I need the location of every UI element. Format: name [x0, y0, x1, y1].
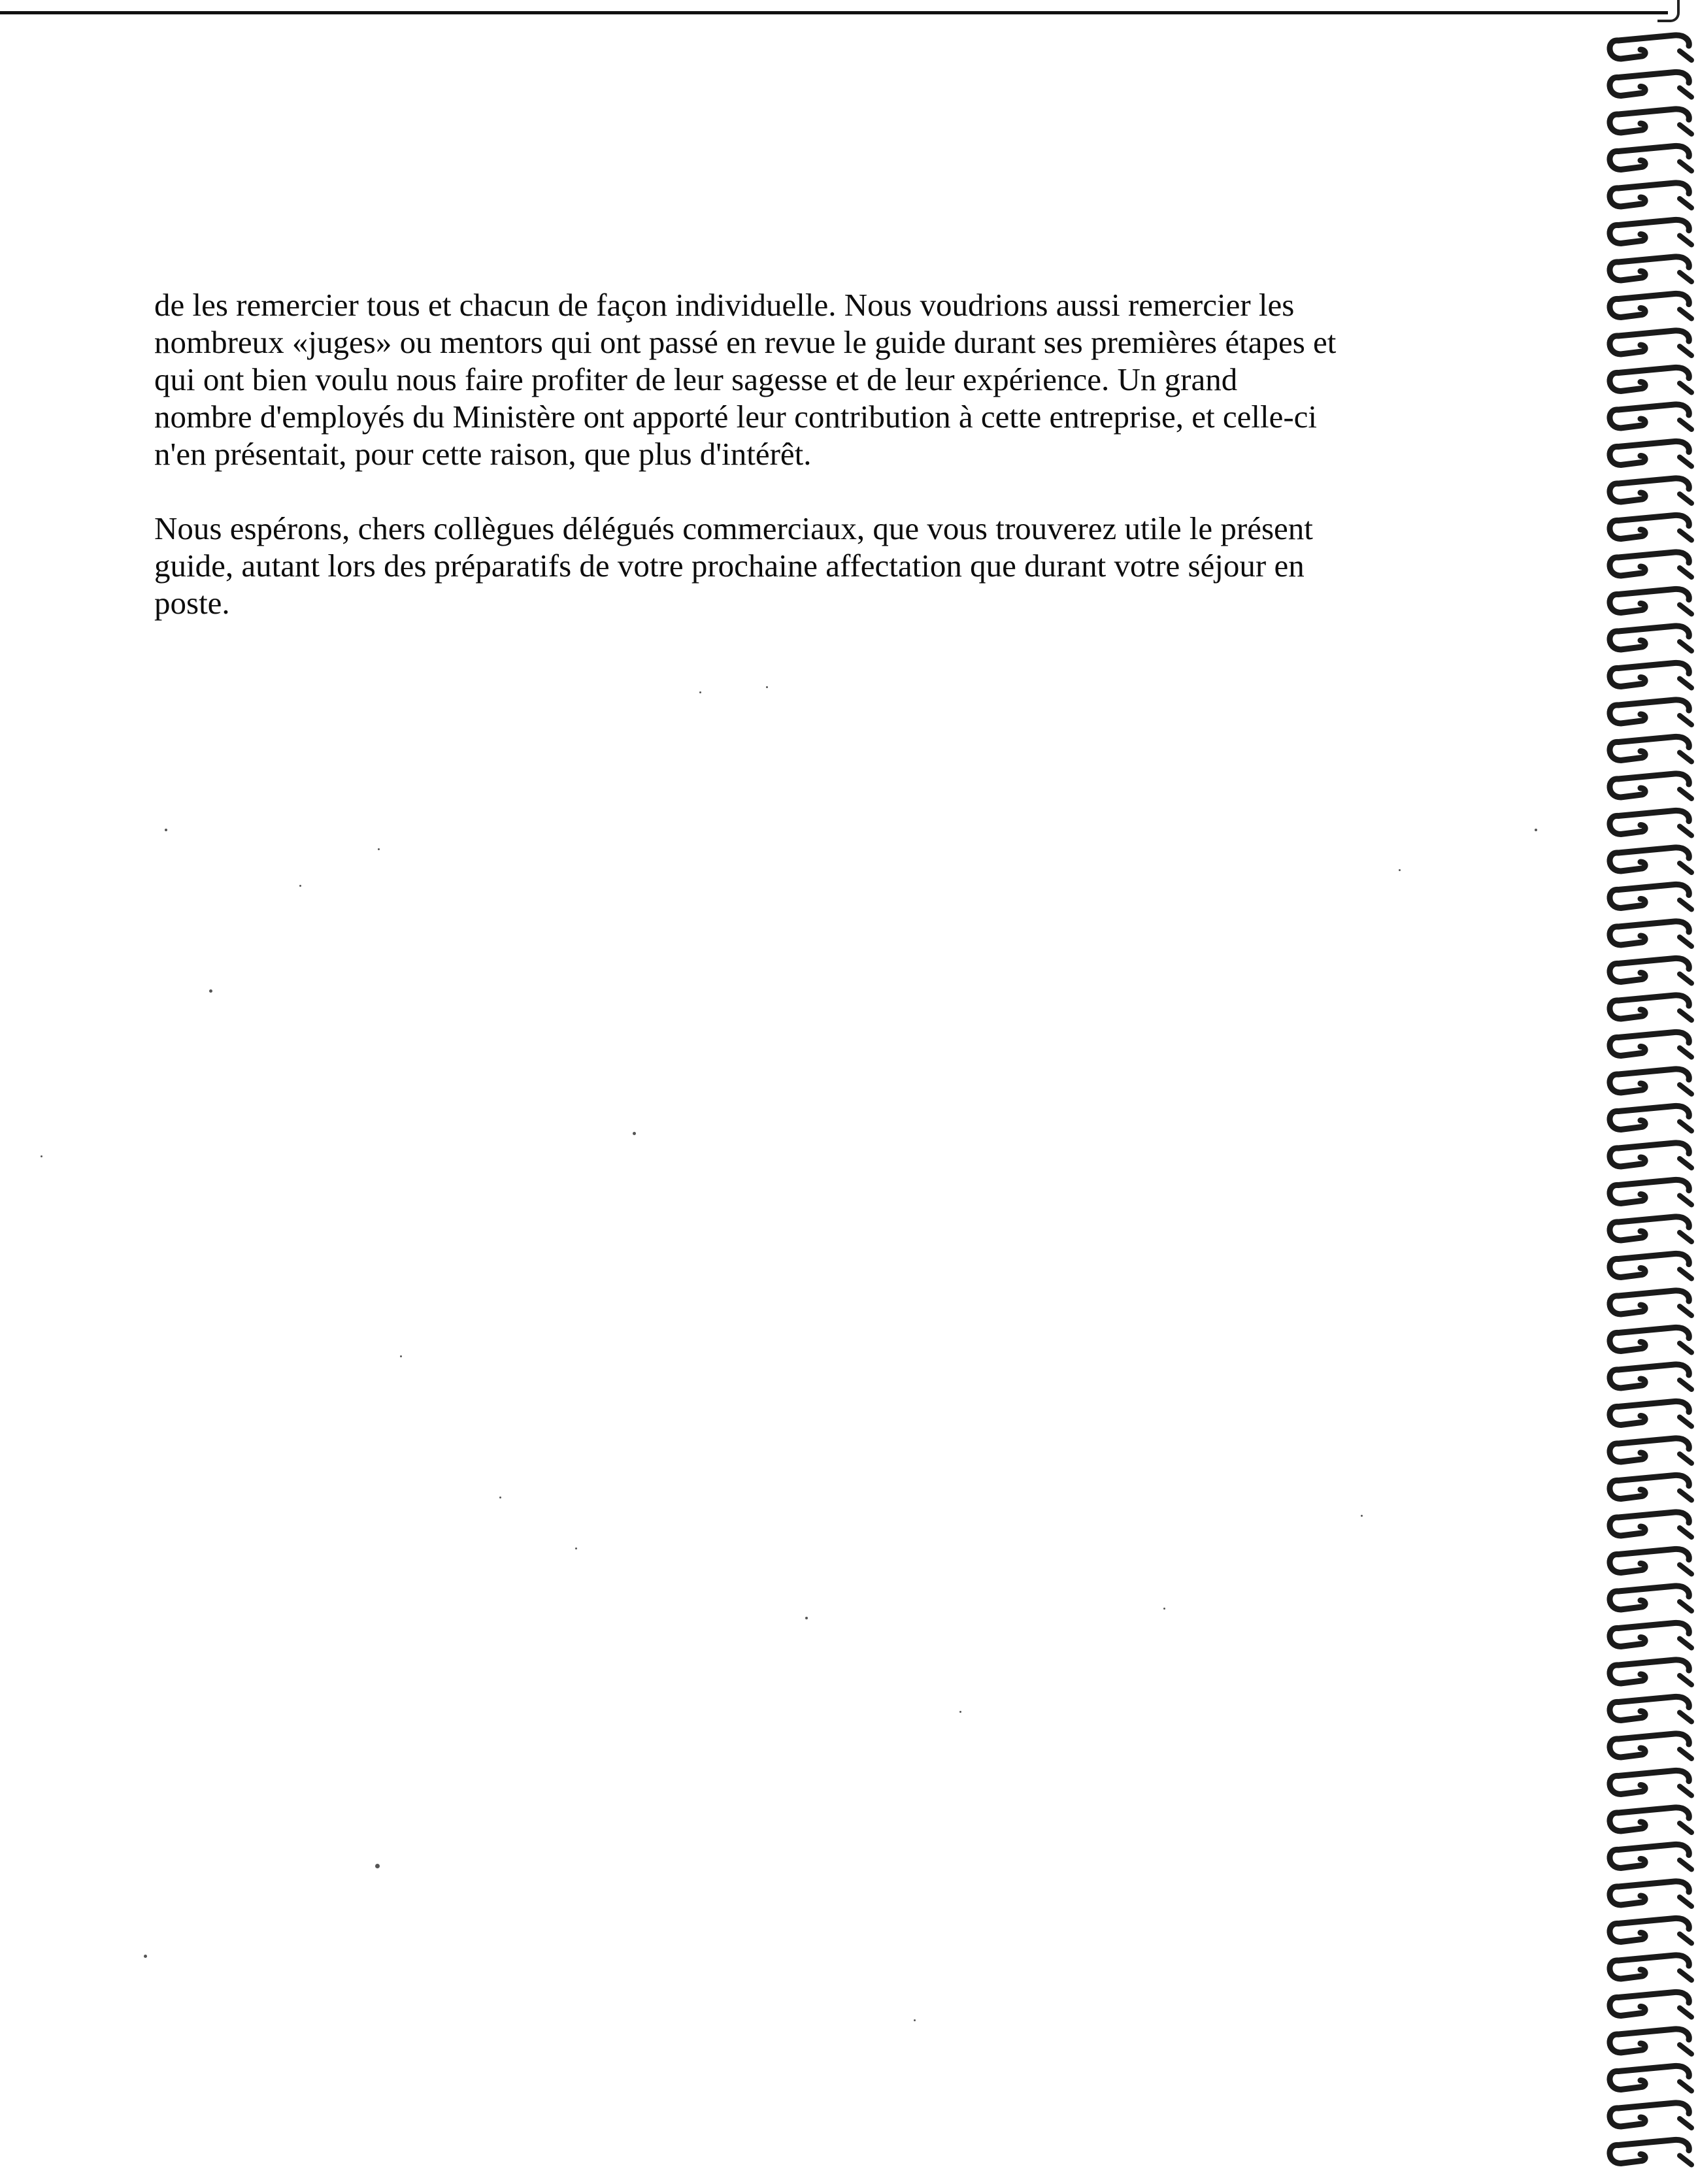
text-line: poste. [154, 585, 230, 621]
scan-speck [1361, 1515, 1363, 1517]
binding-coil [1610, 72, 1691, 97]
text-line: nombreux «juges» ou mentors qui ont passé en revue le guide durant ses premières étapes et [154, 324, 1337, 360]
scan-speck [699, 691, 701, 693]
binding-coil [1610, 774, 1691, 799]
scan-speck [766, 686, 768, 688]
binding-coil [1610, 146, 1691, 171]
binding-coil [1610, 1844, 1691, 1869]
spiral-binding-icon [1603, 24, 1698, 2174]
binding-coil [1610, 1217, 1691, 1242]
binding-coil [1610, 109, 1691, 134]
binding-coil [1610, 1512, 1691, 1537]
binding-coil [1610, 958, 1691, 983]
binding-coil [1610, 1327, 1691, 1352]
binding-coil [1610, 1401, 1691, 1426]
scan-speck [299, 885, 301, 887]
binding-coil [1610, 1770, 1691, 1795]
binding-coil [1610, 1586, 1691, 1611]
binding-coil [1610, 700, 1691, 725]
binding-coil [1610, 2140, 1691, 2164]
text-line: nombre d'employés du Ministère ont apporté leur contribution à cette entreprise, et celle-ci [154, 399, 1318, 435]
binding-coil [1610, 1549, 1691, 1574]
binding-coil [1610, 441, 1691, 466]
binding-coil [1610, 405, 1691, 429]
binding-coil [1610, 1808, 1691, 1832]
binding-coil [1610, 1291, 1691, 1315]
scan-speck [144, 1955, 147, 1958]
binding-coil [1610, 1438, 1691, 1463]
binding-coil [1610, 220, 1691, 244]
scan-speck [378, 848, 380, 850]
binding-coil [1610, 478, 1691, 503]
text-line: n'en présentait, pour cette raison, que plus d'intérêt. [154, 436, 812, 472]
binding-coil [1610, 736, 1691, 761]
binding-coil [1610, 183, 1691, 208]
binding-coil [1610, 552, 1691, 577]
binding-coil [1610, 331, 1691, 356]
binding-coil [1610, 589, 1691, 614]
page-top-border [0, 0, 1668, 14]
page-corner-mark [1657, 0, 1680, 22]
scan-speck [633, 1132, 636, 1135]
scan-speck [1163, 1608, 1165, 1610]
binding-coil [1610, 293, 1691, 318]
binding-coil [1610, 921, 1691, 946]
binding-coil [1610, 1253, 1691, 1278]
binding-coil [1610, 515, 1691, 540]
scan-speck [209, 989, 212, 993]
binding-coil [1610, 1623, 1691, 1647]
scan-speck [41, 1155, 42, 1157]
binding-coil [1610, 848, 1691, 872]
binding-coil [1610, 2066, 1691, 2091]
binding-coil [1610, 1069, 1691, 1094]
scan-speck [1535, 829, 1537, 831]
paragraph-acknowledgements [154, 286, 1494, 472]
scan-speck [499, 1497, 501, 1498]
binding-coil [1610, 2029, 1691, 2054]
scan-speck [400, 1355, 402, 1357]
scan-speck [1399, 869, 1401, 871]
binding-coil [1610, 1180, 1691, 1204]
binding-coil [1610, 1881, 1691, 1906]
binding-coil [1610, 2103, 1691, 2128]
binding-coil [1610, 1475, 1691, 1500]
text-line: qui ont bien voulu nous faire profiter de leur sagesse et de leur expérience. Un grand [154, 361, 1238, 397]
scan-speck [165, 829, 167, 831]
text-line: guide, autant lors des préparatifs de votre prochaine affectation que durant votre séjour en [154, 548, 1305, 584]
text-line: Nous espérons, chers collègues délégués commerciaux, que vous trouverez utile le présent [154, 510, 1313, 546]
scan-speck [575, 1547, 577, 1549]
binding-coil [1610, 1365, 1691, 1389]
binding-coil [1610, 663, 1691, 687]
binding-coil [1610, 1992, 1691, 2017]
binding-coil [1610, 626, 1691, 651]
binding-coil [1610, 1918, 1691, 1943]
binding-coil [1610, 1106, 1691, 1131]
binding-coil [1610, 995, 1691, 1020]
paragraph-closing [154, 510, 1494, 621]
binding-coil [1610, 1734, 1691, 1759]
binding-coil [1610, 1032, 1691, 1057]
binding-coil [1610, 1696, 1691, 1721]
binding-coil [1610, 367, 1691, 392]
scan-speck [805, 1617, 808, 1619]
binding-coil [1610, 1660, 1691, 1685]
binding-coil [1610, 1955, 1691, 1980]
binding-coil [1610, 1143, 1691, 1168]
binding-coil [1610, 810, 1691, 835]
binding-coil [1610, 884, 1691, 909]
page-body [154, 286, 1494, 659]
scan-speck [959, 1711, 961, 1713]
binding-coil [1610, 257, 1691, 282]
text-line: de les remercier tous et chacun de façon individuelle. Nous voudrions aussi remercier les [154, 287, 1295, 323]
scan-speck [914, 2019, 916, 2021]
binding-coil [1610, 35, 1691, 60]
scan-speck [375, 1864, 380, 1868]
